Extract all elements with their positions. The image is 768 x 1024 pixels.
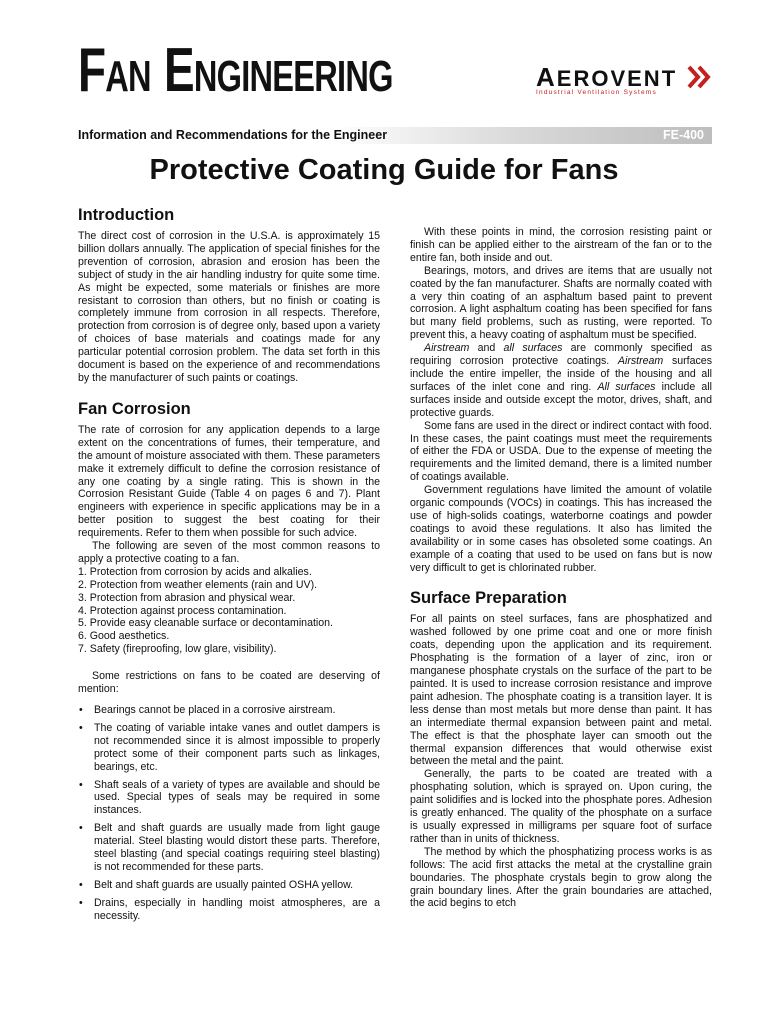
bearings-paragraph: Bearings, motors, and drives are items that are usually not coated by the fan manufacturer. Shafts are normally coated with a very thin coating of an asphaltum based paint to prevent corrosion. A light asphaltum coating has been specified for fans but many field problems, such as rusting, were reported. To prevent this, a heavy coating of asphaltum must be specified. [410, 264, 712, 342]
list-item: • The coating of variable intake vanes and outlet dampers is not recommended since it is almost impossible to properly protect some of their component parts such as linkages, bearings, etc. [78, 722, 380, 774]
list-item: • Belt and shaft guards are usually painted OSHA yellow. [78, 879, 380, 892]
info-bar-text: Information and Recommendations for the Engineer [78, 128, 388, 142]
list-item: • Drains, especially in handling moist atmospheres, are a necessity. [78, 897, 380, 923]
list-item: 4. Protection against process contamination. [78, 604, 287, 617]
list-item: 7. Safety (fireproofing, low glare, visibility). [78, 643, 277, 656]
food-contact-paragraph: Some fans are used in the direct or indirect contact with food. In these cases, the paint coatings must meet the requirements of either the FDA or USDA. Due to the expense of meeting the requirements and the limited demand, there is a limited number of coatings available. [410, 419, 712, 484]
left-column [78, 205, 380, 928]
list-item: 5. Provide easy cleanable surface or decontamination. [78, 617, 333, 630]
restrictions-intro: Some restrictions on fans to be coated are deserving of mention: [78, 670, 380, 696]
list-item: 1. Protection from corrosion by acids and alkalies. [78, 565, 312, 578]
masthead-an: AN [105, 52, 151, 101]
list-item: 2. Protection from weather elements (rain and UV). [78, 578, 318, 591]
aerovent-logo [536, 62, 712, 102]
restrictions-list [78, 704, 380, 923]
airstream-paragraph: Airstream and all surfaces are commonly specified as requiring corrosion protective coatings. Airstream surfaces include the entire impeller, the inside of the housing and all surfaces of the inlet cone and ring. All surfaces include all surfaces inside and outside except the motor, drives, shaft, and protective guards. [410, 342, 712, 419]
introduction-heading: Introduction [78, 206, 175, 224]
masthead-initial-e: E [164, 36, 195, 105]
surface-preparation-heading: Surface Preparation [410, 589, 567, 608]
fan-corrosion-heading: Fan Corrosion [78, 399, 191, 418]
surface-prep-paragraph-1: For all paints on steel surfaces, fans are phosphatized and washed followed by one prime coat and one or more finish coats, depending upon the application and its requirement. Phosphating is the formation of a layer of zinc, iron or manganese phosphate crystals on the surface of the part to be painted. It is used to increase corrosion resistance and improve paint adhesion. The phosphate coating is a transition layer. It is less dense than most metals but more dense than paint. It has an intermediate thermal expansion between paint and metal. The effect is that the phosphate layer can smooth out the thermal expansion differences that would otherwise exist between the metal and the paint. [410, 613, 712, 768]
surface-prep-paragraph-2: Generally, the parts to be coated are treated with a phosphating solution, which is sprayed on. Upon curing, the paint solidifies and is locked into the phosphate pores. Adhesion is greatly enhanced. The quality of the phosphate on a surface is usually expressed in milligrams per square foot of surface rather than in units of thickness. [410, 768, 712, 845]
logo-name: EROVENT [556, 66, 678, 91]
logo-initial: A [536, 62, 557, 92]
list-item: 6. Good aesthetics. [78, 630, 170, 643]
right-column [410, 226, 712, 910]
info-bar [78, 127, 712, 144]
list-item: • Belt and shaft guards are usually made from light gauge material. Steel blasting would distort these parts. Therefore, steel blasting (and special coatings requiring steel blasting) is not recommended for these parts. [78, 822, 380, 874]
list-item: • Shaft seals of a variety of types are available and should be used. Special types of seals may be required in some instances. [78, 779, 380, 818]
masthead-initial-f: F [78, 36, 106, 105]
publication-masthead [78, 36, 474, 105]
reasons-list [78, 566, 380, 656]
list-item: 3. Protection from abrasion and physical wear. [78, 591, 296, 604]
reasons-intro: The following are seven of the most common reasons to apply a protective coating to a fan. [78, 540, 380, 565]
double-chevron-icon [686, 64, 712, 90]
fan-corrosion-paragraph: The rate of corrosion for any application depends to a large extent on the concentrations of fumes, their temperature, and the amount of moisture associated with them. These parameters make it extremely difficult to define the corrosion resistance of any one coating by a single rating. This is shown in the Corrosion Resistant Guide (Table 4 on pages 6 and 7). Plant engineers with experience in specific applications may be in a better position to suggest the best coating for their requirements. Refer to them when possible for such advice. [78, 423, 380, 540]
masthead-ngineering: NGINEERING [194, 52, 394, 101]
points-paragraph: With these points in mind, the corrosion resisting paint or finish can be applied either to the airstream of the fan or to the entire fan, both inside and out. [410, 226, 712, 264]
list-item: • Bearings cannot be placed in a corrosive airstream. [78, 704, 380, 717]
document-code: FE-400 [663, 128, 704, 142]
voc-paragraph: Government regulations have limited the amount of volatile organic compounds (VOCs) in coatings. This has increased the use of high-solids coatings, waterborne coatings and powder coatings to avoid these regulations. It also has limited the availability or in some cases has obsoleted some coatings. An example of a coating that used to be used on fans but is now very difficult to get is chlorinated rubber. [410, 484, 712, 574]
page-title: Protective Coating Guide for Fans [149, 154, 619, 186]
logo-tagline: Industrial Ventilation Systems [536, 89, 657, 96]
introduction-paragraph: The direct cost of corrosion in the U.S.A. is approximately 15 billion dollars annually. The application of special finishes for the prevention of corrosion, abrasion and erosion has been the subject of study in the air handling industry for quite some time. As might be expected, some materials or finishes are more resistant to corrosion than others, but no finish or coating is completely immune from corrosion in all respects. Therefore, protection from corrosion is of degree only, based upon a variety of choices of base materials and coatings made for any particular potential corrosion problem. The data set forth in this document is based on the experience of and recommendations by the manufacturer of such paints or coatings. [78, 230, 380, 384]
surface-prep-paragraph-3: The method by which the phosphatizing process works is as follows: The acid first attacks the metal at the crystalline grain boundaries. The phosphate crystals begin to grow along the grain boundary lines. After the grain boundaries are attached, the acid begins to etch [410, 845, 712, 910]
